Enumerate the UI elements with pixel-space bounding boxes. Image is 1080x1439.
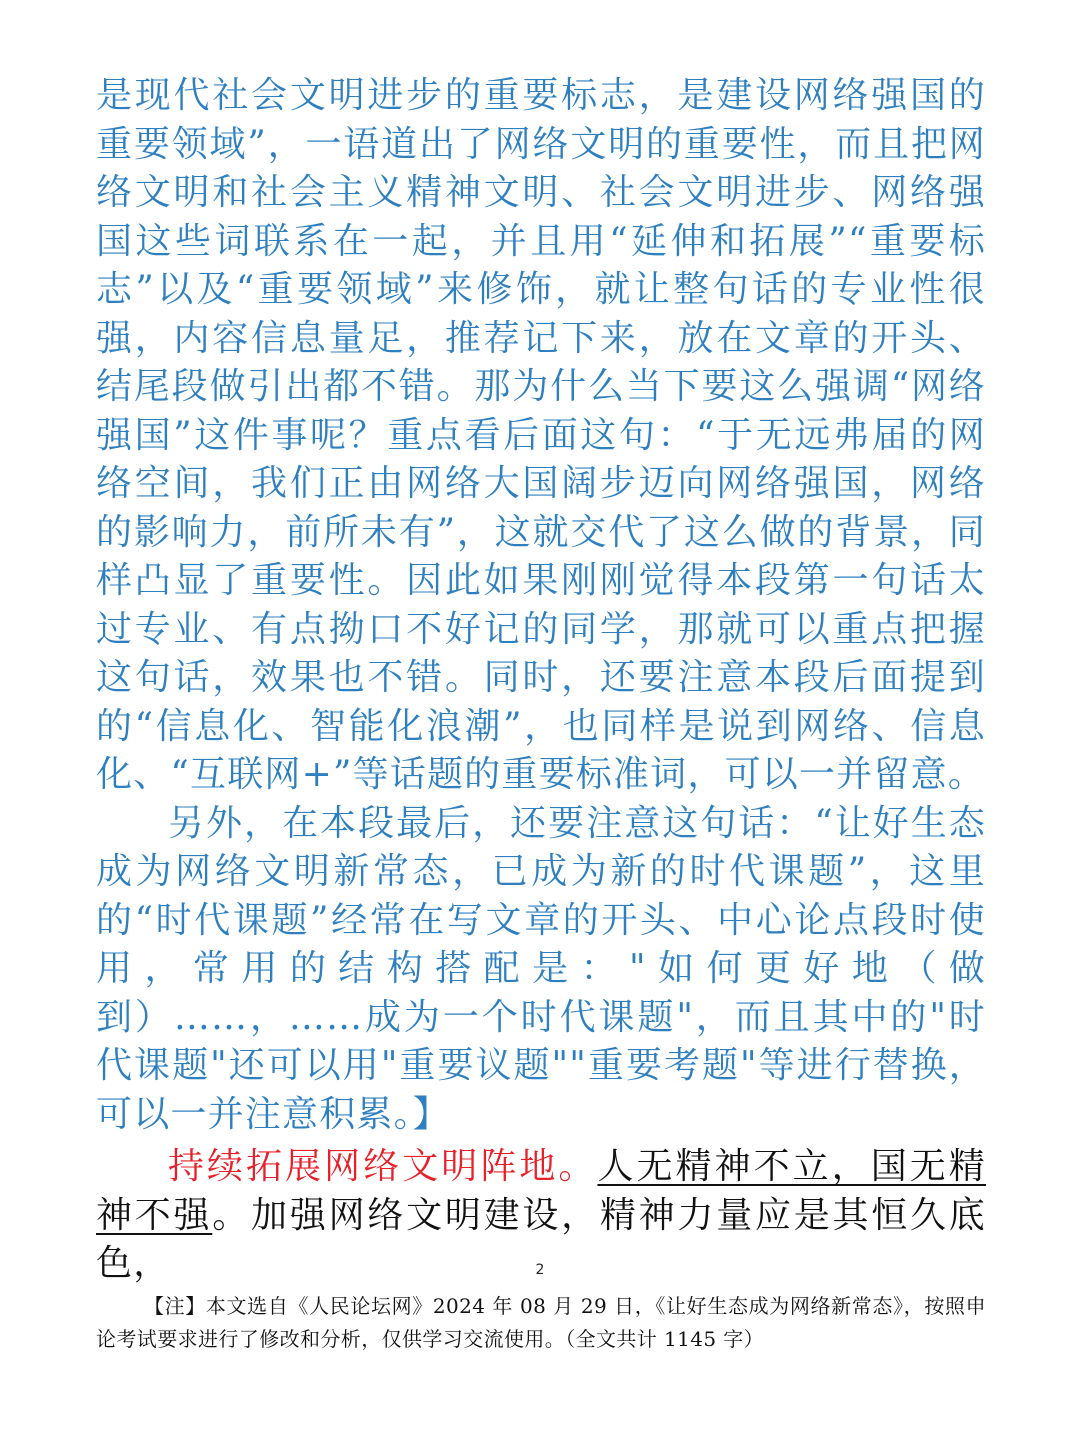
body-text: 。加强网络文明建设，精神力量应是其恒久底色， xyxy=(96,1194,986,1284)
document-page xyxy=(96,72,986,1289)
underlined-quote: 人无精神不立，国无精神不强 xyxy=(96,1146,986,1236)
footnote: 【注】本文选自《人民论坛网》2024 年 08 月 29 日，《让好生态成为网络新常态》，按照申论考试要求进行了修改和分析，仅供学习交流使用。（全文共计 1145 字） xyxy=(96,1294,986,1351)
analysis-paragraph-2: 另外，在本段最后，还要注意这句话：“让好生态成为网络文明新常态，已成为新的时代课题”，这里的“时代课题”经常在写文章的开头、中心论点段时使用，常用的结构搭配是："如何更好地（做到）……，……成为一个时代课题"，而且其中的"时代课题"还可以用"重要议题""重要考题"等进行替换，可以一并注意积累。】 xyxy=(96,802,986,1135)
section-heading: 持续拓展网络文明阵地。 xyxy=(168,1146,598,1187)
analysis-paragraph-1: 是现代社会文明进步的重要标志，是建设网络强国的重要领域”，一语道出了网络文明的重要性，而且把网络文明和社会主义精神文明、社会文明进步、网络强国这些词联系在一起，并且用“延伸和拓展”“重要标志”以及“重要领域”来修饰，就让整句话的专业性很强，内容信息量足，推荐记下来，放在文章的开头、结尾段做引出都不错。那为什么当下要这么强调“网络强国”这件事呢？重点看后面这句：“于无远弗届的网络空间，我们正由网络大国阔步迈向网络强国，网络的影响力，前所未有”，这就交代了这么做的背景，同样凸显了重要性。因此如果刚刚觉得本段第一句话太过专业、有点拗口不好记的同学，那就可以重点把握这句话，效果也不错。同时，还要注意本段后面提到的“信息化、智能化浪潮”，也同样是说到网络、信息化、“互联网+”等话题的重要标准词，可以一并留意。 xyxy=(96,75,986,795)
page-number: 2 xyxy=(535,1262,545,1278)
